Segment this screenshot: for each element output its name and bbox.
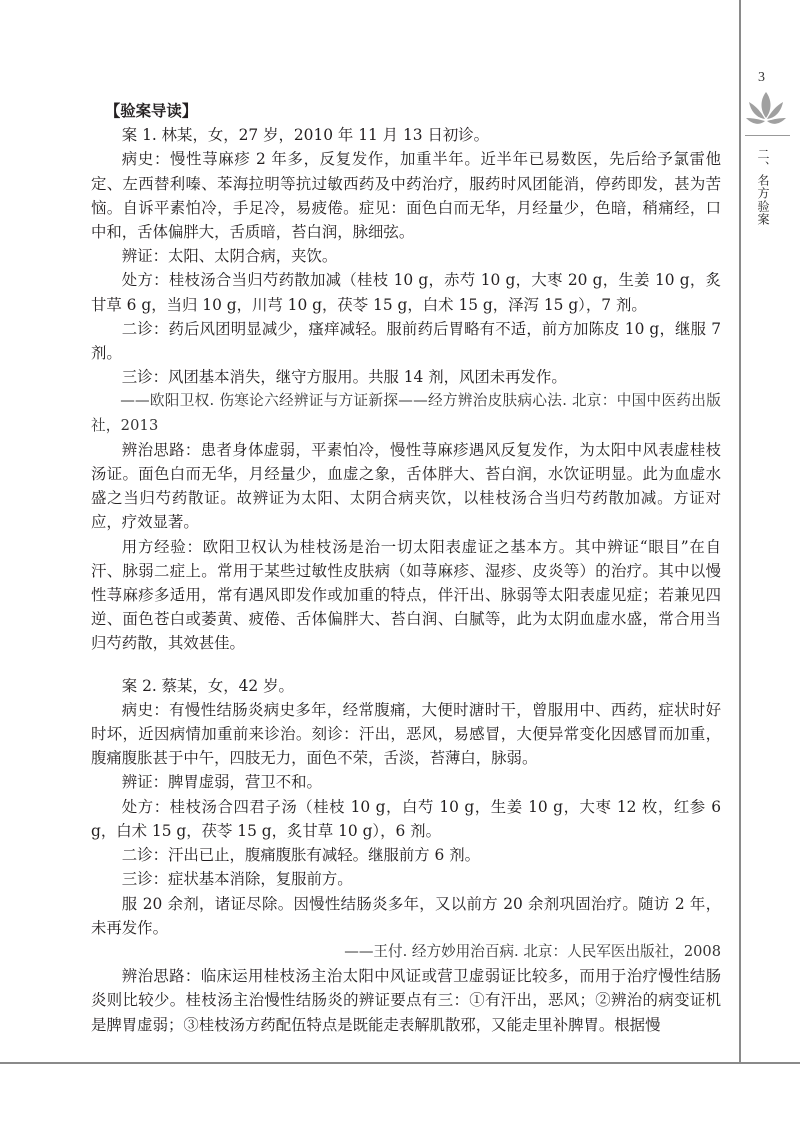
case1-visit3-label: 三诊 (121, 368, 153, 387)
section-heading: 【验案导读】 (104, 102, 198, 120)
case2-reasoning (91, 964, 721, 1037)
case1-visit2-label: 二诊 (121, 319, 153, 338)
case1-diagnosis-label: 辨证 (121, 247, 153, 266)
case1-prescription-label: 处方 (121, 271, 154, 290)
sidebar-rule (745, 135, 790, 136)
case2-history (91, 698, 721, 771)
case1-experience-text: ：欧阳卫权认为桂枝汤是治一切太阳表虚证之基本方。其中辨证“眼目”在自汗、脉弱二症上。常用于某些过敏性皮肤病（如荨麻疹、湿疹、皮炎等）的治疗。其中以慢性荨麻疹多适用，常有遇风即发作或加重的特点，伴汗出、脉弱等太阳表虚见症；若兼见四逆、面色苍白或萎黄、疲倦、舌体偏胖大、苔白润、白腻等，此为太阴血虚水盛，常合用当归芍药散，其效甚佳。 (91, 537, 721, 653)
case1-reasoning-text: ：患者身体虚弱，平素怕冷，慢性荨麻疹遇风反复发作，为太阳中风表虚桂枝汤证。面色白而无华，月经量少，血虚之象，舌体胖大、苔白润，水饮证明显。此为血虚水盛之当归芍药散证。故辨证为太阳、太阴合病夹饮，以桂枝汤合当归芍药散加减。方证对应，疗效显著。 (91, 440, 721, 532)
bottom-rule (0, 1062, 800, 1064)
sidebar-divider-line (739, 0, 741, 1062)
section-label: 二、名方验案 (756, 148, 770, 226)
case2-visit3-label: 三诊 (121, 870, 153, 889)
case1-visit2 (91, 317, 721, 365)
case2-source: ——王付. 经方妙用治百病. 北京：人民军医出版社，2008 (344, 942, 721, 960)
case2-visit3-text: ：症状基本消除，复服前方。 (152, 870, 353, 889)
case2-diagnosis-label: 辨证 (121, 773, 153, 792)
case-separator (91, 656, 721, 674)
case2-visit2 (91, 843, 721, 867)
page-content (91, 99, 721, 1037)
case1-source-text: ——欧阳卫权. 伤寒论六经辨证与方证新探——经方辨治皮肤病心法. 北京：中国中医药出版社，2013 (91, 392, 721, 434)
case1-prescription-text: ：桂枝汤合当归芍药散加减（桂枝 10 g，赤芍 10 g，大枣 20 g，生姜 10 g，炙甘草 6 g，当归 10 g，川芎 10 g，茯苓 15 g，白术 15 g，泽泻 15 g），7 剂。 (91, 271, 721, 314)
case1-diagnosis (91, 244, 721, 268)
case2-prescription-label: 处方 (121, 797, 154, 816)
case1-prescription (91, 268, 721, 316)
case2-title: 案 2. 蔡某，女，42 岁。 (121, 676, 294, 695)
case1-visit3 (91, 365, 721, 389)
case2-history-text: ：有慢性结肠炎病史多年，经常腹痛，大便时溏时干，曾服用中、西药，症状时好时坏，近因病情加重前来诊治。刻诊：汗出，恶风，易感冒，大便异常变化因感冒而加重，腹痛腹胀甚于中午，四肢无力，面色不荣，舌淡，苔薄白，脉弱。 (91, 700, 721, 768)
case2-prescription-text: ：桂枝汤合四君子汤（桂枝 10 g，白芍 10 g，生姜 10 g，大枣 12 枚，红参 6 g，白术 15 g，茯苓 15 g，炙甘草 10 g），6 剂。 (91, 797, 721, 840)
case2-diagnosis-text: ：脾胃虚弱，营卫不和。 (152, 773, 322, 792)
case1-history-text: ：慢性荨麻疹 2 年多，反复发作，加重半年。近半年已易数医，先后给予氯雷他定、左西替利嗪、苯海拉明等抗过敏西药及中药治疗，服药时风团能消，停药即发，甚为苦恼。自诉平素怕冷，手足冷，易疲倦。症见：面色白而无华，月经量少，色暗，稍痛经，口中和，舌体偏胖大，舌质暗，苔白润，脉细弦。 (91, 150, 721, 242)
page-number: 3 (758, 70, 765, 85)
case1-diagnosis-text: ：太阳、太阴合病，夹饮。 (152, 247, 338, 266)
case1-visit3-text: ：风团基本消失，继守方服用。共服 14 剂，风团未再发作。 (152, 368, 567, 387)
case2-prescription (91, 795, 721, 843)
case2-reasoning-label: 辨治思路 (121, 967, 185, 986)
lotus-icon (743, 88, 789, 132)
case2-visit2-label: 二诊 (121, 846, 153, 865)
case1-title: 案 1. 林某，女，27 岁，2010 年 11 月 13 日初诊。 (121, 126, 490, 145)
case2-followup: 服 20 余剂，诸证尽除。因慢性结肠炎多年，又以前方 20 余剂巩固治疗。随访 2 年，未再发作。 (91, 894, 721, 937)
case2-visit3 (91, 867, 721, 891)
case1-history (91, 147, 721, 244)
case1-history-label: 病史 (121, 150, 154, 169)
case2-visit2-text: ：汗出已止，腹痛腹胀有减轻。继服前方 6 剂。 (152, 846, 480, 865)
case1-visit2-text: ：药后风团明显减少，瘙痒减轻。服前药后胃略有不适，前方加陈皮 10 g，继服 7 剂。 (91, 319, 721, 363)
case1-experience-label: 用方经验 (121, 537, 187, 556)
case1-reasoning-label: 辨治思路 (121, 440, 185, 459)
case2-diagnosis (91, 770, 721, 794)
case1-source (91, 389, 721, 437)
case2-reasoning-text: ：临床运用桂枝汤主治太阳中风证或营卫虚弱证比较多，而用于治疗慢性结肠炎则比较少。桂枝汤主治慢性结肠炎的辨证要点有三：①有汗出，恶风；②辨治的病变证机是脾胃虚弱；③桂枝汤方药配伍特点是既能走表解肌散邪，又能走里补脾胃。根据慢 (91, 967, 721, 1034)
case1-reasoning (91, 438, 721, 535)
case2-history-label: 病史 (121, 700, 154, 719)
case1-experience (91, 535, 721, 656)
